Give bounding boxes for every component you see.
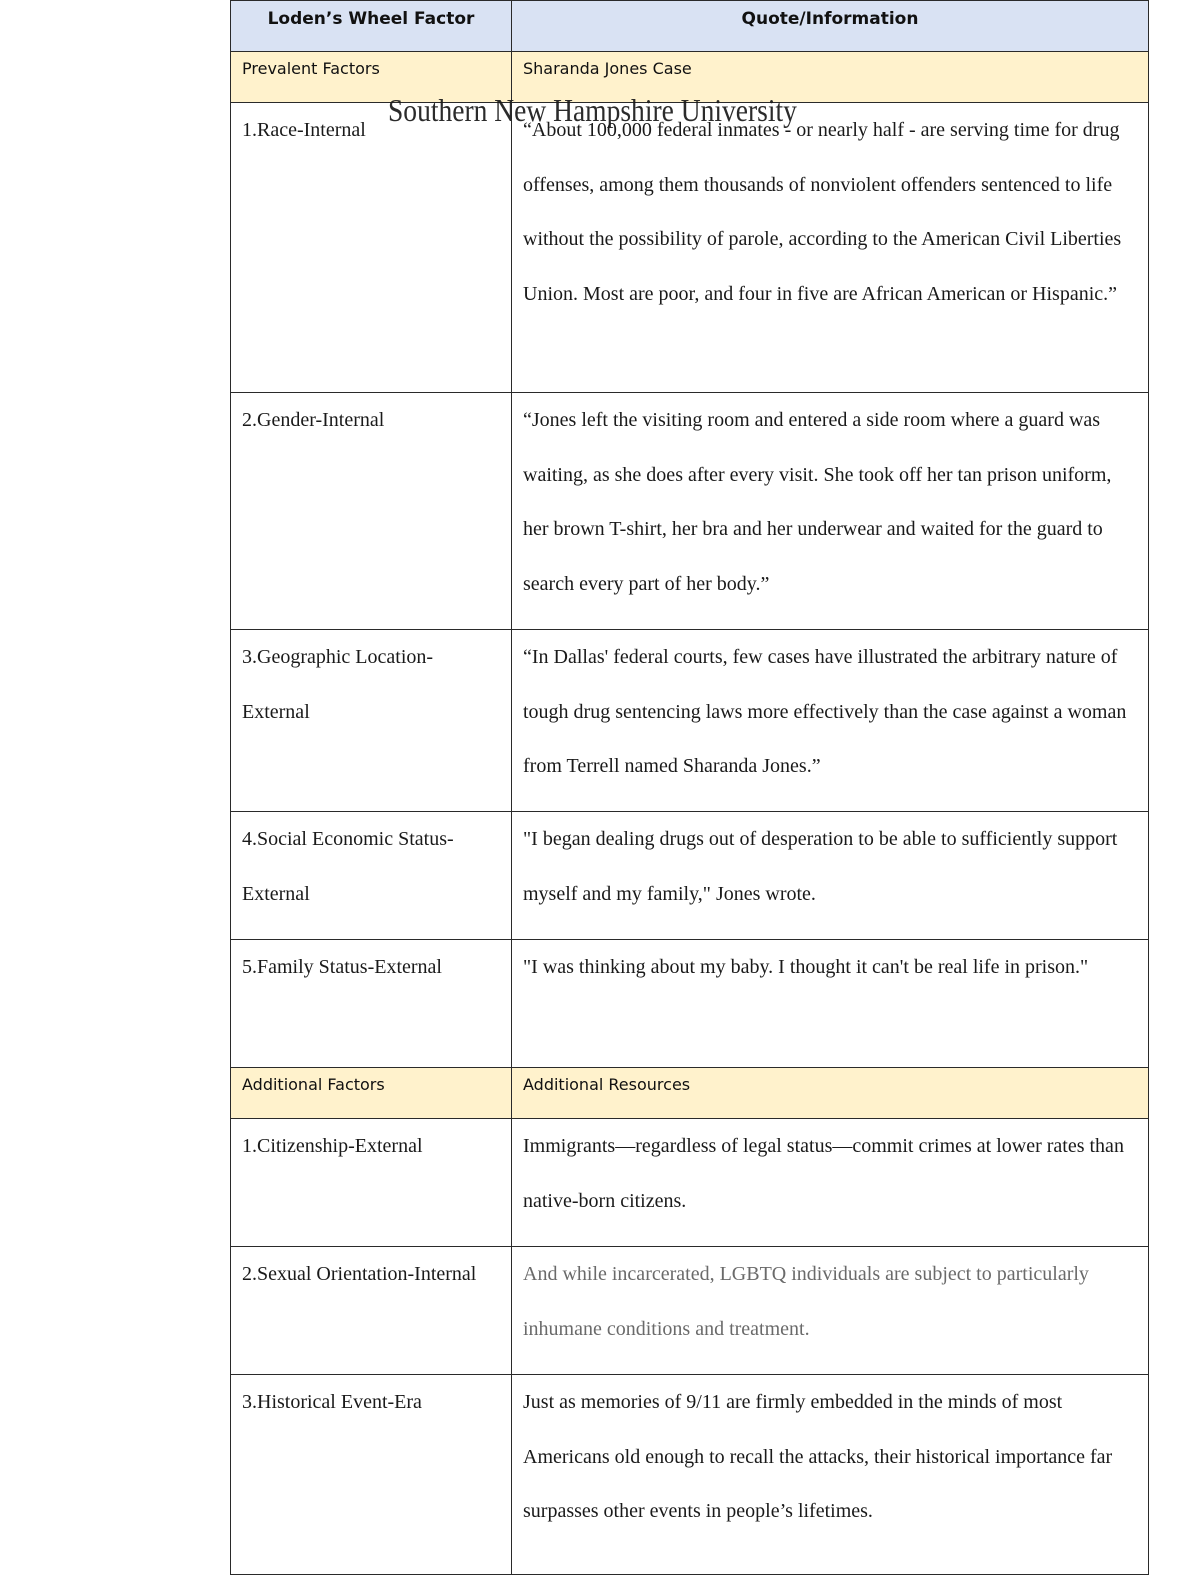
- section-row-additional: [231, 1068, 1149, 1119]
- watermark-text: Southern New Hampshire University: [388, 92, 797, 128]
- table-row: [231, 1119, 1149, 1247]
- table-row: [231, 812, 1149, 940]
- quote-cell: Immigrants—regardless of legal status—commit crimes at lower rates than native-born citizens.: [512, 1119, 1149, 1247]
- section-label-additional: Additional Factors: [231, 1068, 512, 1119]
- factor-cell: 4.Social Economic Status-External: [231, 812, 512, 940]
- section-info-prevalent: Sharanda Jones Case: [512, 52, 1149, 103]
- factor-cell: 2.Sexual Orientation-Internal: [231, 1247, 512, 1375]
- table-row: [231, 940, 1149, 1068]
- factor-cell: 3.Historical Event-Era: [231, 1375, 512, 1575]
- quote-cell: “About 100,000 federal inmates - or nearly half - are serving time for drug offenses, among them thousands of nonviolent offenders sentenced to life without the possibility of parole, according to the American Civil Liberties Union. Most are poor, and four in five are African American or Hispanic.”: [512, 103, 1149, 393]
- factor-cell: 5.Family Status-External: [231, 940, 512, 1068]
- quote-cell: "I was thinking about my baby. I thought it can't be real life in prison.": [512, 940, 1149, 1068]
- factor-cell: 3.Geographic Location-External: [231, 630, 512, 812]
- table-row: [231, 393, 1149, 630]
- factor-cell: 2.Gender-Internal: [231, 393, 512, 630]
- table-row: [231, 1247, 1149, 1375]
- header-factor: Loden’s Wheel Factor: [231, 1, 512, 52]
- header-quote: Quote/Information: [512, 1, 1149, 52]
- quote-cell: Just as memories of 9/11 are firmly embedded in the minds of most Americans old enough to recall the attacks, their historical importance far surpasses other events in people’s lifetimes.: [512, 1375, 1149, 1575]
- factor-cell: 1.Citizenship-External: [231, 1119, 512, 1247]
- quote-cell: "I began dealing drugs out of desperation to be able to sufficiently support myself and my family," Jones wrote.: [512, 812, 1149, 940]
- loden-wheel-table: [230, 0, 1149, 1575]
- table-row: [231, 103, 1149, 393]
- quote-cell: “Jones left the visiting room and entered a side room where a guard was waiting, as she does after every visit. She took off her tan prison uniform, her brown T-shirt, her bra and her underwear and waited for the guard to search every part of her body.”: [512, 393, 1149, 630]
- quote-cell: And while incarcerated, LGBTQ individuals are subject to particularly inhumane conditions and treatment.: [512, 1247, 1149, 1375]
- quote-cell: “In Dallas' federal courts, few cases have illustrated the arbitrary nature of tough drug sentencing laws more effectively than the case against a woman from Terrell named Sharanda Jones.”: [512, 630, 1149, 812]
- factor-cell: 1.Race-Internal: [231, 103, 512, 393]
- section-row-prevalent: [231, 52, 1149, 103]
- section-label-prevalent: Prevalent Factors: [231, 52, 512, 103]
- table-header-row: [231, 1, 1149, 52]
- table-row: [231, 630, 1149, 812]
- table-row: [231, 1375, 1149, 1575]
- section-info-additional: Additional Resources: [512, 1068, 1149, 1119]
